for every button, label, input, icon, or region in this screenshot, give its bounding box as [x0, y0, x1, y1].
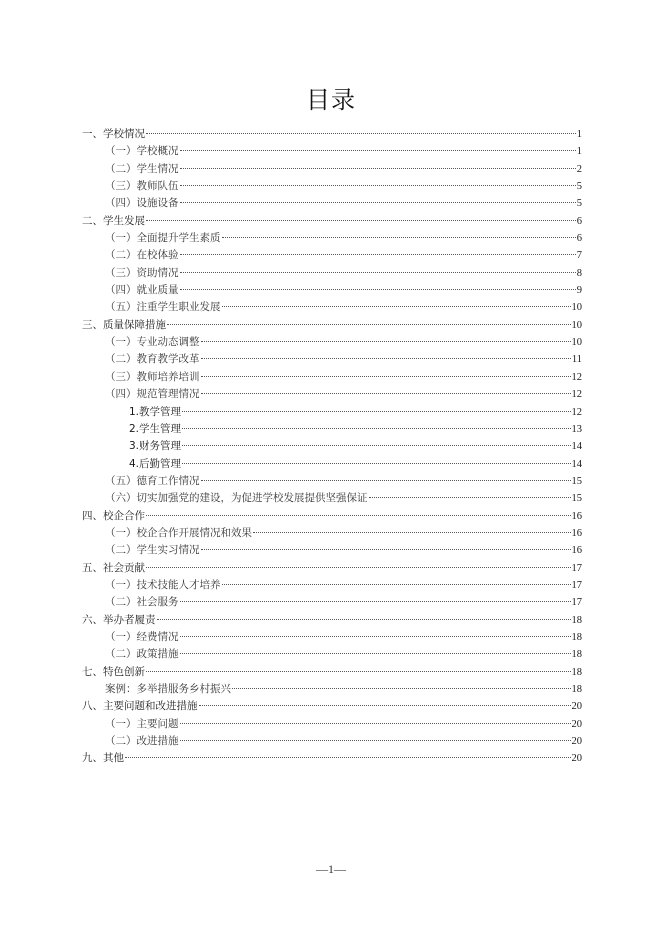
toc-entry-label: 4.后勤管理 [129, 457, 182, 470]
dot-leader [167, 324, 571, 325]
toc-entry-page-number: 18 [571, 631, 582, 643]
toc-entry-label: （二）在校体验 [105, 249, 179, 262]
toc-entry[interactable] [82, 126, 582, 143]
toc-entry[interactable] [82, 629, 582, 646]
dot-leader [180, 740, 571, 741]
dot-leader [125, 757, 571, 758]
dot-leader [222, 237, 576, 238]
dot-leader [201, 358, 571, 359]
toc-entry-label: 四、校企合作 [82, 509, 145, 522]
toc-entry[interactable] [82, 664, 582, 681]
dot-leader [199, 705, 571, 706]
toc-entry-page-number: 13 [571, 423, 582, 435]
toc-entry-label: （一）学校概况 [105, 145, 179, 158]
toc-entry-label: （二）改进措施 [105, 735, 179, 748]
dot-leader [369, 497, 571, 498]
toc-entry-page-number: 18 [571, 614, 582, 626]
dot-leader [146, 567, 571, 568]
toc-entry-page-number: 5 [576, 181, 582, 193]
toc-entry-label: 3.财务管理 [129, 440, 182, 453]
toc-entry-label: 五、社会贡献 [82, 561, 145, 574]
toc-entry-page-number: 15 [571, 475, 582, 487]
dot-leader [146, 133, 576, 134]
toc-entry[interactable] [82, 334, 582, 351]
toc-entry-page-number: 17 [571, 597, 582, 609]
toc-entry[interactable] [82, 733, 582, 750]
toc-entry[interactable] [82, 299, 582, 316]
toc-entry[interactable] [82, 195, 582, 212]
toc-entry-page-number: 17 [571, 562, 582, 574]
toc-entry[interactable] [82, 542, 582, 559]
toc-entry-page-number: 10 [571, 337, 582, 349]
toc-entry-label: （二）政策措施 [105, 648, 179, 661]
toc-entry-page-number: 15 [571, 493, 582, 505]
toc-entry-label: 三、质量保障措施 [82, 318, 166, 331]
toc-entry-label: （三）资助情况 [105, 266, 179, 279]
toc-entry[interactable] [82, 265, 582, 282]
dot-leader [180, 185, 576, 186]
toc-entry[interactable] [82, 594, 582, 611]
toc-entry-page-number: 20 [571, 753, 582, 765]
toc-entry-label: 二、学生发展 [82, 214, 145, 227]
toc-entry[interactable] [82, 681, 582, 698]
toc-entry-label: （六）切实加强党的建设，为促进学校发展提供坚强保证 [105, 492, 368, 505]
dot-leader [146, 220, 576, 221]
toc-entry-page-number: 17 [571, 579, 582, 591]
table-of-contents [82, 126, 582, 768]
toc-entry-page-number: 16 [571, 545, 582, 557]
toc-entry-page-number: 16 [571, 527, 582, 539]
toc-entry-label: （二）社会服务 [105, 596, 179, 609]
toc-entry-page-number: 14 [571, 458, 582, 470]
toc-entry[interactable] [82, 317, 582, 334]
dot-leader [232, 688, 571, 689]
dot-leader [180, 636, 571, 637]
dot-leader [201, 549, 571, 550]
toc-entry-page-number: 10 [571, 302, 582, 314]
dot-leader [157, 619, 571, 620]
toc-entry-label: 八、主要问题和改进措施 [82, 700, 198, 713]
toc-entry-page-number: 20 [571, 701, 582, 713]
dot-leader [182, 411, 570, 412]
toc-entry[interactable] [82, 213, 582, 230]
toc-entry-page-number: 16 [571, 510, 582, 522]
toc-entry-page-number: 7 [576, 250, 582, 262]
toc-entry-label: 一、学校情况 [82, 128, 145, 140]
toc-entry[interactable] [82, 473, 582, 490]
toc-entry[interactable] [82, 178, 582, 195]
dot-leader [201, 376, 571, 377]
toc-entry-label: （四）规范管理情况 [105, 388, 200, 401]
dot-leader [180, 272, 576, 273]
toc-entry-label: 2.学生管理 [129, 422, 182, 435]
toc-entry[interactable] [82, 456, 582, 473]
toc-entry-page-number: 1 [576, 146, 582, 158]
toc-entry-page-number: 18 [571, 684, 582, 695]
toc-entry[interactable] [82, 750, 582, 767]
toc-entry[interactable] [82, 161, 582, 178]
toc-entry-label: （四）设施设备 [105, 197, 179, 210]
dot-leader [182, 428, 570, 429]
toc-entry-page-number: 12 [571, 406, 582, 418]
toc-entry[interactable] [82, 386, 582, 403]
dot-leader [180, 168, 576, 169]
dot-leader [222, 584, 571, 585]
toc-entry-label: （一）全面提升学生素质 [105, 232, 221, 245]
toc-entry-label: 七、特色创新 [82, 665, 145, 678]
toc-entry-label: 案例：多举措服务乡村振兴 [105, 683, 231, 695]
toc-entry-page-number: 14 [571, 441, 582, 453]
toc-entry-page-number: 11 [571, 354, 582, 366]
toc-entry-label: （二）学生情况 [105, 162, 179, 175]
toc-entry-page-number: 12 [571, 389, 582, 401]
toc-entry[interactable] [82, 421, 582, 438]
toc-entry-label: （一）主要问题 [105, 717, 179, 730]
dot-leader [182, 463, 570, 464]
toc-entry[interactable] [82, 508, 582, 525]
toc-entry-page-number: 8 [576, 267, 582, 279]
dot-leader [146, 671, 571, 672]
toc-entry-page-number: 2 [576, 163, 582, 175]
dot-leader [201, 480, 571, 481]
dot-leader [253, 532, 571, 533]
toc-entry-page-number: 5 [576, 198, 582, 210]
toc-entry-label: （一）校企合作开展情况和效果 [105, 526, 252, 539]
toc-entry[interactable] [82, 282, 582, 299]
toc-entry[interactable] [82, 612, 582, 629]
toc-entry-label: （一）经费情况 [105, 630, 179, 643]
toc-entry-page-number: 10 [571, 319, 582, 331]
dot-leader [201, 393, 571, 394]
toc-entry-page-number: 6 [576, 215, 582, 227]
toc-entry-page-number: 12 [571, 371, 582, 383]
dot-leader [180, 254, 576, 255]
toc-entry-label: （一）专业动态调整 [105, 336, 200, 349]
toc-entry[interactable] [82, 351, 582, 368]
toc-entry[interactable] [82, 490, 582, 507]
page-title: 目录 [306, 86, 356, 114]
toc-entry-page-number: 18 [571, 666, 582, 678]
toc-entry-label: （一）技术技能人才培养 [105, 578, 221, 591]
dot-leader [146, 515, 571, 516]
toc-entry[interactable] [82, 230, 582, 247]
toc-entry-page-number: 20 [571, 736, 582, 748]
dot-leader [180, 202, 576, 203]
dot-leader [182, 445, 570, 446]
toc-entry[interactable] [82, 404, 582, 421]
toc-entry-label: 六、举办者履责 [82, 613, 156, 626]
toc-entry-label: （五）注重学生职业发展 [105, 301, 221, 314]
page-number-footer: —1— [316, 862, 346, 876]
toc-entry[interactable] [82, 698, 582, 715]
dot-leader [180, 150, 576, 151]
dot-leader [222, 306, 571, 307]
dot-leader [180, 653, 571, 654]
toc-entry[interactable] [82, 716, 582, 733]
toc-entry[interactable] [82, 525, 582, 542]
dot-leader [180, 601, 571, 602]
toc-entry-label: 1.教学管理 [129, 405, 182, 418]
toc-entry-page-number: 20 [571, 718, 582, 730]
toc-entry-label: （三）教师培养培训 [105, 370, 200, 383]
toc-entry[interactable] [82, 143, 582, 160]
toc-entry[interactable] [82, 577, 582, 594]
toc-entry-label: 九、其他 [82, 752, 124, 765]
dot-leader [180, 289, 576, 290]
toc-entry[interactable] [82, 646, 582, 663]
toc-entry-page-number: 6 [576, 233, 582, 245]
dot-leader [201, 341, 571, 342]
toc-entry-page-number: 18 [571, 649, 582, 661]
toc-entry[interactable] [82, 247, 582, 264]
toc-entry-page-number: 1 [576, 129, 582, 140]
toc-entry-label: （五）德育工作情况 [105, 474, 200, 487]
toc-entry-label: （三）教师队伍 [105, 180, 179, 193]
toc-entry[interactable] [82, 369, 582, 386]
toc-entry-label: （二）教育教学改革 [105, 353, 200, 366]
dot-leader [180, 723, 571, 724]
toc-entry-label: （四）就业质量 [105, 284, 179, 297]
toc-entry-label: （二）学生实习情况 [105, 544, 200, 557]
toc-entry-page-number: 9 [576, 285, 582, 297]
toc-entry[interactable] [82, 560, 582, 577]
toc-entry[interactable] [82, 438, 582, 455]
